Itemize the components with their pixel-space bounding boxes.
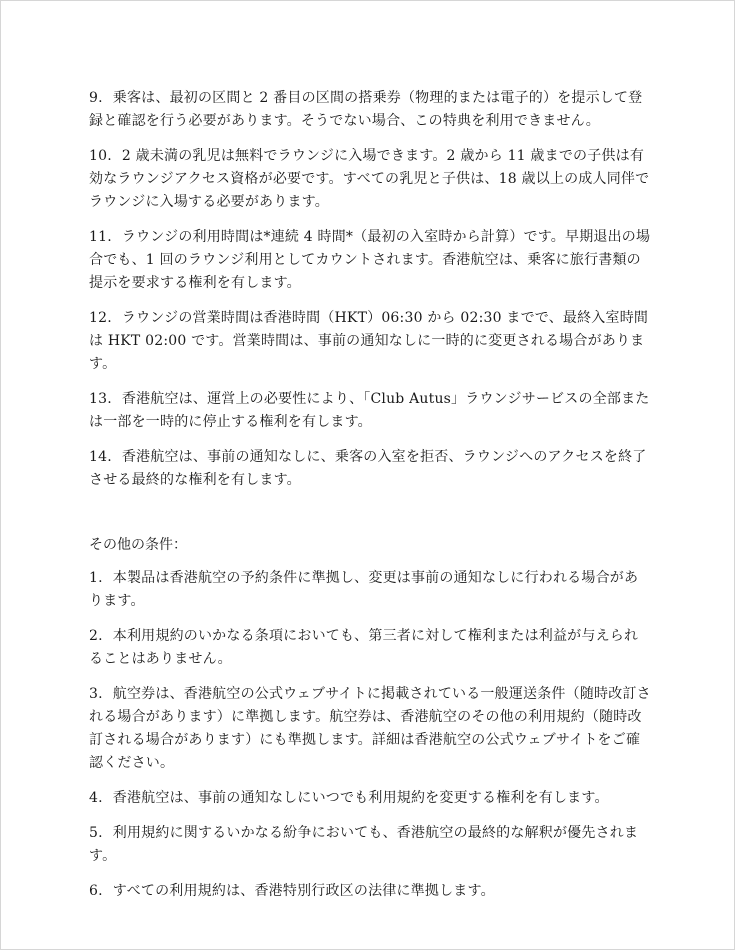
document-body [89, 87, 651, 915]
item-text: 香港航空は、事前の通知なしにいつでも利用規約を変更する権利を有します。 [112, 790, 609, 806]
condition-item-2 [89, 625, 651, 671]
item-number: 5. [89, 825, 103, 841]
item-number: 6. [89, 883, 103, 899]
item-text: 利用規約に関するいかなる紛争においても、香港航空の最終的な解釈が優先されます。 [89, 825, 639, 864]
item-text: 本製品は香港航空の予約条件に準拠し、変更は事前の通知なしに行われる場合があります。 [89, 570, 639, 609]
condition-item-6 [89, 880, 651, 903]
item-text: ラウンジの営業時間は香港時間（HKT）06:30 から 02:30 までで、最終入室時間は HKT 02:00 です。営業時間は、事前の通知なしに一時的に変更される場合があります。 [89, 310, 649, 372]
item-number: 14. [89, 449, 112, 465]
item-text: ラウンジの利用時間は*連続 4 時間*（最初の入室時から計算）です。早期退出の場合でも、1 回のラウンジ利用としてカウントされます。香港航空は、乗客に旅行書類の提示を要求する権利を有します。 [89, 229, 651, 291]
list-item-12 [89, 307, 651, 376]
item-number: 11. [89, 229, 112, 245]
item-number: 3. [89, 686, 103, 702]
condition-item-4 [89, 787, 651, 810]
item-number: 13. [89, 391, 112, 407]
item-number: 1. [89, 570, 103, 586]
item-number: 10. [89, 148, 112, 164]
condition-item-5 [89, 822, 651, 868]
item-text: 2 歳未満の乳児は無料でラウンジに入場できます。2 歳から 11 歳までの子供は有効なラウンジアクセス資格が必要です。すべての乳児と子供は、18 歳以上の成人同伴でラウンジに入場する必要があります。 [89, 148, 650, 210]
list-item-13 [89, 388, 651, 434]
section-spacer [89, 504, 651, 534]
item-text: 本利用規約のいかなる条項においても、第三者に対して権利または利益が与えられることはありません。 [89, 628, 639, 667]
condition-item-1 [89, 567, 651, 613]
list-item-9 [89, 87, 651, 133]
list-item-10 [89, 145, 651, 214]
item-text: すべての利用規約は、香港特別行政区の法律に準拠します。 [112, 883, 495, 899]
section-heading-other-conditions: その他の条件： [89, 537, 187, 553]
list-item-14 [89, 446, 651, 492]
item-text: 乗客は、最初の区間と 2 番目の区間の搭乗券（物理的または電子的）を提示して登録と確認を行う必要があります。そうでない場合、この特典を利用できません。 [89, 90, 643, 129]
item-number: 2. [89, 628, 103, 644]
list-item-11 [89, 226, 651, 295]
condition-item-3 [89, 683, 651, 775]
item-text: 香港航空は、事前の通知なしに、乗客の入室を拒否、ラウンジへのアクセスを終了させる最終的な権利を有します。 [89, 449, 647, 488]
item-text: 香港航空は、運営上の必要性により、「Club Autus」ラウンジサービスの全部または一部を一時的に停止する権利を有します。 [89, 391, 650, 430]
item-number: 9. [89, 90, 103, 106]
item-number: 4. [89, 790, 103, 806]
item-text: 航空券は、香港航空の公式ウェブサイトに掲載されている一般運送条件（随時改訂される場合があります）に準拠します。航空券は、香港航空のその他の利用規約（随時改訂される場合があります）にも準拠します。詳細は香港航空の公式ウェブサイトをご確認ください。 [89, 686, 651, 771]
item-number: 12. [89, 310, 112, 326]
